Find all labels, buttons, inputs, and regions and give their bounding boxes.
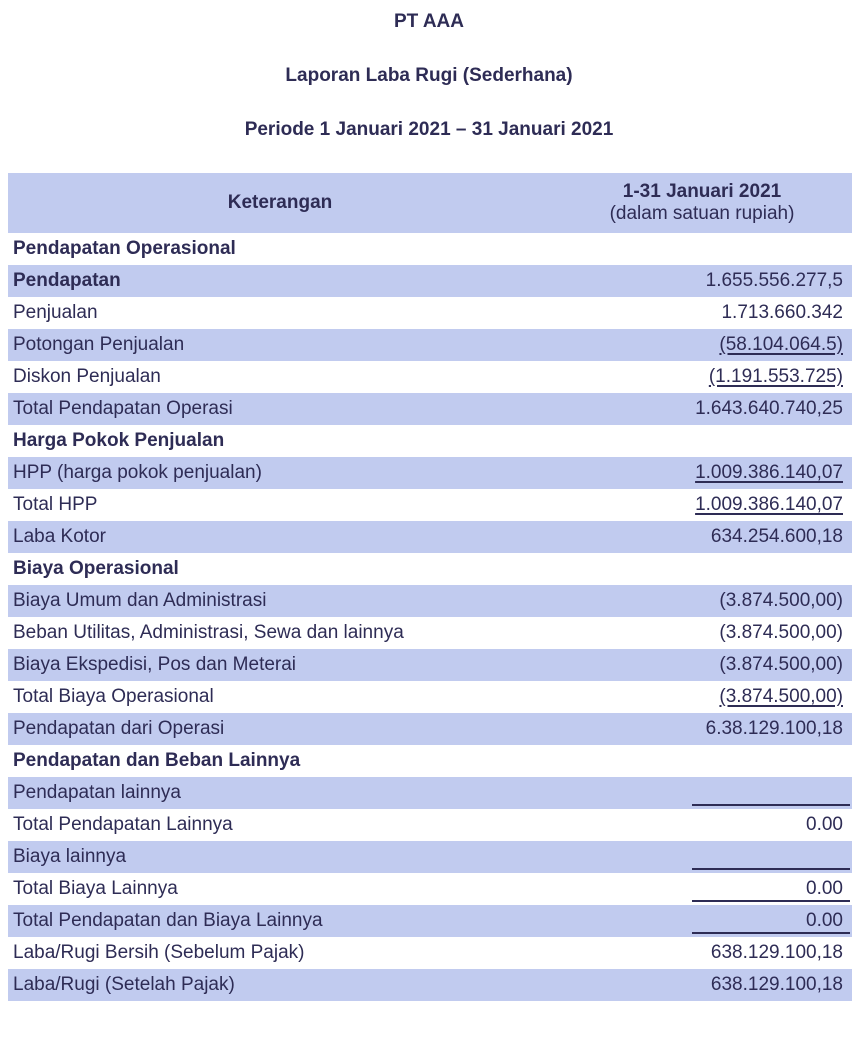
table-row <box>8 905 852 937</box>
income-statement-table <box>8 173 852 1001</box>
table-row <box>8 745 852 777</box>
header-period-label: 1-31 Januari 2021 <box>622 181 782 202</box>
value-rule-line <box>692 900 850 902</box>
table-body <box>8 233 852 1001</box>
report-period: Periode 1 Januari 2021 – 31 Januari 2021 <box>244 119 614 140</box>
row-value: 1.655.556.277,5 <box>705 270 843 291</box>
table-row <box>8 617 852 649</box>
row-label: Total HPP <box>13 494 98 515</box>
header-keterangan: Keterangan <box>227 192 333 213</box>
row-label: Diskon Penjualan <box>13 366 161 387</box>
row-label: Total Biaya Operasional <box>13 686 214 707</box>
report-title: Laporan Laba Rugi (Sederhana) <box>285 65 573 86</box>
table-row <box>8 937 852 969</box>
row-label: Pendapatan Operasional <box>13 238 236 259</box>
row-label: Laba/Rugi (Setelah Pajak) <box>13 974 235 995</box>
row-value <box>552 841 852 873</box>
row-label: Penjualan <box>13 302 98 323</box>
header-unit-label: (dalam satuan rupiah) <box>609 203 795 224</box>
row-label: Pendapatan dari Operasi <box>13 718 225 739</box>
table-row <box>8 265 852 297</box>
row-value: 0.00 <box>806 814 843 835</box>
row-label: Biaya lainnya <box>13 846 127 867</box>
row-label: Biaya Ekspedisi, Pos dan Meterai <box>13 654 297 675</box>
row-value: 638.129.100,18 <box>710 974 843 995</box>
table-row <box>8 681 852 713</box>
row-label: Laba Kotor <box>13 526 106 547</box>
table-row <box>8 425 852 457</box>
row-label: Biaya Operasional <box>13 558 179 579</box>
row-value: (1.191.553.725) <box>708 366 843 387</box>
row-value <box>552 745 852 777</box>
table-row <box>8 873 852 905</box>
row-value: 638.129.100,18 <box>710 942 843 963</box>
table-row <box>8 713 852 745</box>
row-value <box>552 233 852 265</box>
table-row <box>8 233 852 265</box>
value-rule-line <box>692 932 850 934</box>
value-rule-line <box>692 868 850 870</box>
row-label: Total Biaya Lainnya <box>13 878 178 899</box>
row-value: 6.38.129.100,18 <box>705 718 843 739</box>
table-row <box>8 521 852 553</box>
row-label: Total Pendapatan dan Biaya Lainnya <box>13 910 323 931</box>
row-label: Laba/Rugi Bersih (Sebelum Pajak) <box>13 942 305 963</box>
row-value <box>552 425 852 457</box>
row-value: (58.104.064.5) <box>719 334 843 355</box>
row-value: 1.009.386.140,07 <box>695 462 843 483</box>
row-value: (3.874.500,00) <box>719 622 843 643</box>
table-row <box>8 329 852 361</box>
table-row <box>8 777 852 809</box>
row-label: Biaya Umum dan Administrasi <box>13 590 267 611</box>
row-value: (3.874.500,00) <box>719 590 843 611</box>
row-value: (3.874.500,00) <box>719 686 843 707</box>
row-label: Pendapatan <box>13 270 121 291</box>
table-row <box>8 393 852 425</box>
row-label: Pendapatan lainnya <box>13 782 181 803</box>
table-row <box>8 585 852 617</box>
row-label: Total Pendapatan Lainnya <box>13 814 233 835</box>
row-value: 0.00 <box>552 873 852 905</box>
table-row <box>8 361 852 393</box>
table-row <box>8 553 852 585</box>
table-row <box>8 457 852 489</box>
table-row <box>8 489 852 521</box>
row-label: HPP (harga pokok penjualan) <box>13 462 262 483</box>
row-value: 634.254.600,18 <box>710 526 843 547</box>
table-row <box>8 649 852 681</box>
row-label: Harga Pokok Penjualan <box>13 430 225 451</box>
row-label: Potongan Penjualan <box>13 334 185 355</box>
row-value <box>552 553 852 585</box>
table-header-row <box>8 173 852 233</box>
value-rule-line <box>692 804 850 806</box>
row-value: 1.643.640.740,25 <box>695 398 843 419</box>
row-value: 1.009.386.140,07 <box>695 494 843 515</box>
header-period-column <box>552 173 852 233</box>
row-value: 1.713.660.342 <box>721 302 843 323</box>
table-row <box>8 841 852 873</box>
row-value: 0.00 <box>552 905 852 937</box>
row-value <box>552 777 852 809</box>
company-name: PT AAA <box>393 11 465 32</box>
row-label: Pendapatan dan Beban Lainnya <box>13 750 301 771</box>
row-value: (3.874.500,00) <box>719 654 843 675</box>
table-row <box>8 969 852 1001</box>
row-label: Total Pendapatan Operasi <box>13 398 233 419</box>
row-label: Beban Utilitas, Administrasi, Sewa dan lainnya <box>13 622 404 643</box>
table-row <box>8 809 852 841</box>
table-row <box>8 297 852 329</box>
